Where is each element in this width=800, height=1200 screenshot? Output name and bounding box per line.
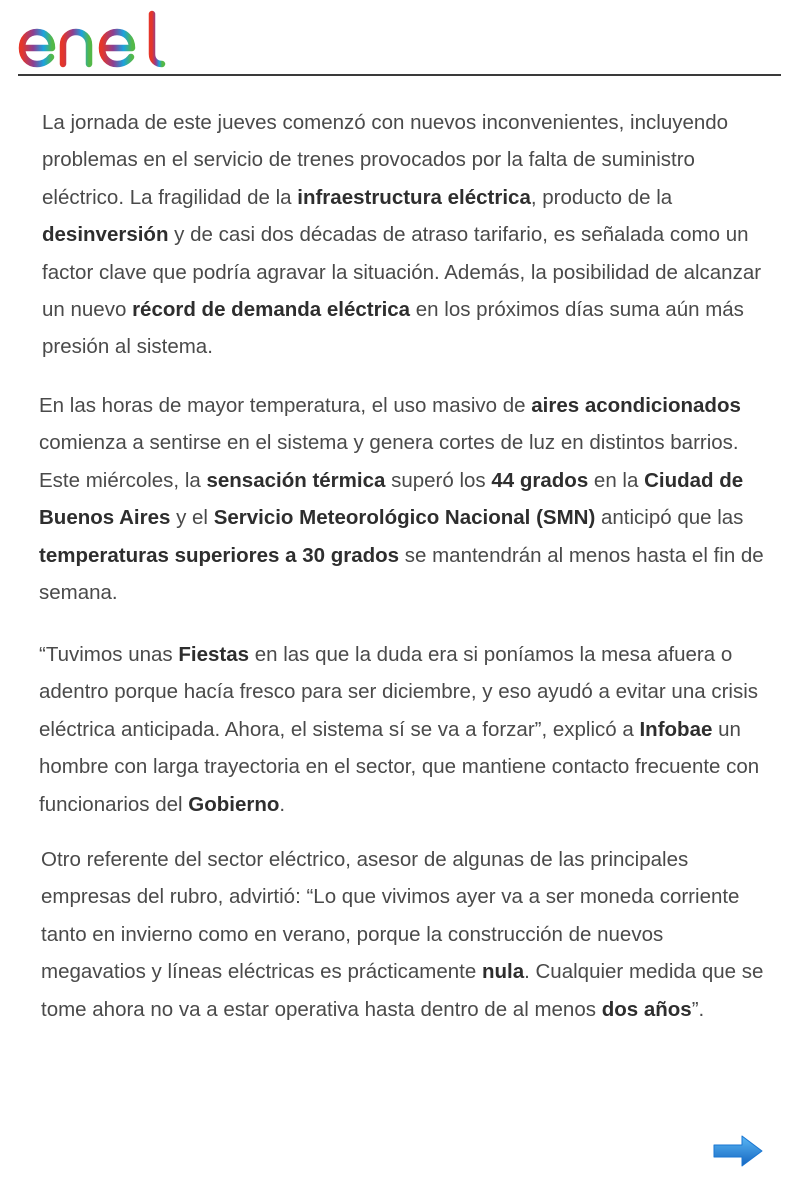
bold-text: Ciudad de Buenos Aires — [39, 468, 744, 530]
bold-text: infraestructura eléctrica — [297, 185, 531, 209]
text-run: , producto de la — [530, 185, 673, 209]
arrow-right-icon — [712, 1133, 764, 1169]
article-paragraph — [41, 841, 771, 1028]
bold-text: sensación térmica — [206, 468, 386, 492]
text-run: en las que la duda era si poníamos la mesa afuera o adentro porque hacía fresco para ser diciembre, y eso ayudó a evitar una crisis eléctrica anticipada. Ahora, el sistema sí se va a forzar”, explicó a — [39, 643, 759, 741]
bold-text: aires acondicionados — [531, 394, 741, 417]
enel-logo — [18, 10, 170, 68]
text-run: y el — [170, 506, 214, 530]
text-run: “Tuvimos unas — [39, 643, 179, 666]
bold-text: 44 grados — [491, 468, 589, 492]
bold-text: Gobierno — [188, 792, 280, 816]
text-run: En las horas de mayor temperatura, el uso masivo de — [39, 394, 532, 417]
text-run: anticipó que las — [595, 506, 744, 530]
text-run: . Cualquier medida que se tome ahora no va a estar operativa hasta dentro de al menos — [41, 960, 764, 1021]
bold-text: Infobae — [639, 717, 713, 741]
bold-text: nula — [481, 960, 525, 984]
bold-text: Fiestas — [178, 643, 250, 666]
text-run: en la — [588, 468, 645, 492]
text-run: un hombre con larga trayectoria en el sector, que mantiene contacto frecuente con funcionarios del — [39, 717, 760, 816]
text-run: comienza a sentirse en el sistema y genera cortes de luz en distintos barrios. Este miércoles, la — [39, 431, 739, 492]
text-run: ”. — [691, 997, 705, 1021]
bold-text: dos años — [601, 997, 692, 1021]
text-run: se mantendrán al menos hasta el fin de semana. — [39, 543, 764, 605]
bold-text: Servicio Meteorológico Nacional (SMN) — [213, 506, 596, 530]
text-run: La jornada de este jueves comenzó con nuevos inconvenientes, incluyendo problemas en el servicio de trenes provocados por la falta de suministro eléctrico. La fragilidad de la — [42, 111, 729, 209]
bold-text: desinversión — [42, 223, 169, 247]
text-run: Otro referente del sector eléctrico, asesor de algunas de las principales empresas del rubro, advirtió: “Lo que vivimos ayer va a ser moneda corriente tanto en invierno como en verano, porque la construcción de nuevos megavatios y líneas eléctricas es prácticamente — [41, 848, 740, 984]
bold-text: récord de demanda eléctrica — [132, 298, 411, 322]
article-paragraph — [39, 636, 769, 823]
text-run: . — [279, 792, 286, 816]
next-page-button[interactable] — [712, 1133, 764, 1169]
text-run: en los próximos días suma aún más presión al sistema. — [42, 298, 744, 359]
article-paragraph — [39, 387, 769, 611]
text-run: y de casi dos décadas de atraso tarifario, es señalada como un factor clave que podría agravar la situación. Además, la posibilidad de alcanzar un nuevo — [42, 223, 762, 322]
bold-text: temperaturas superiores a 30 grados — [39, 543, 400, 567]
text-run: superó los — [385, 468, 492, 492]
page-header — [18, 8, 781, 76]
article-paragraph — [42, 104, 772, 366]
